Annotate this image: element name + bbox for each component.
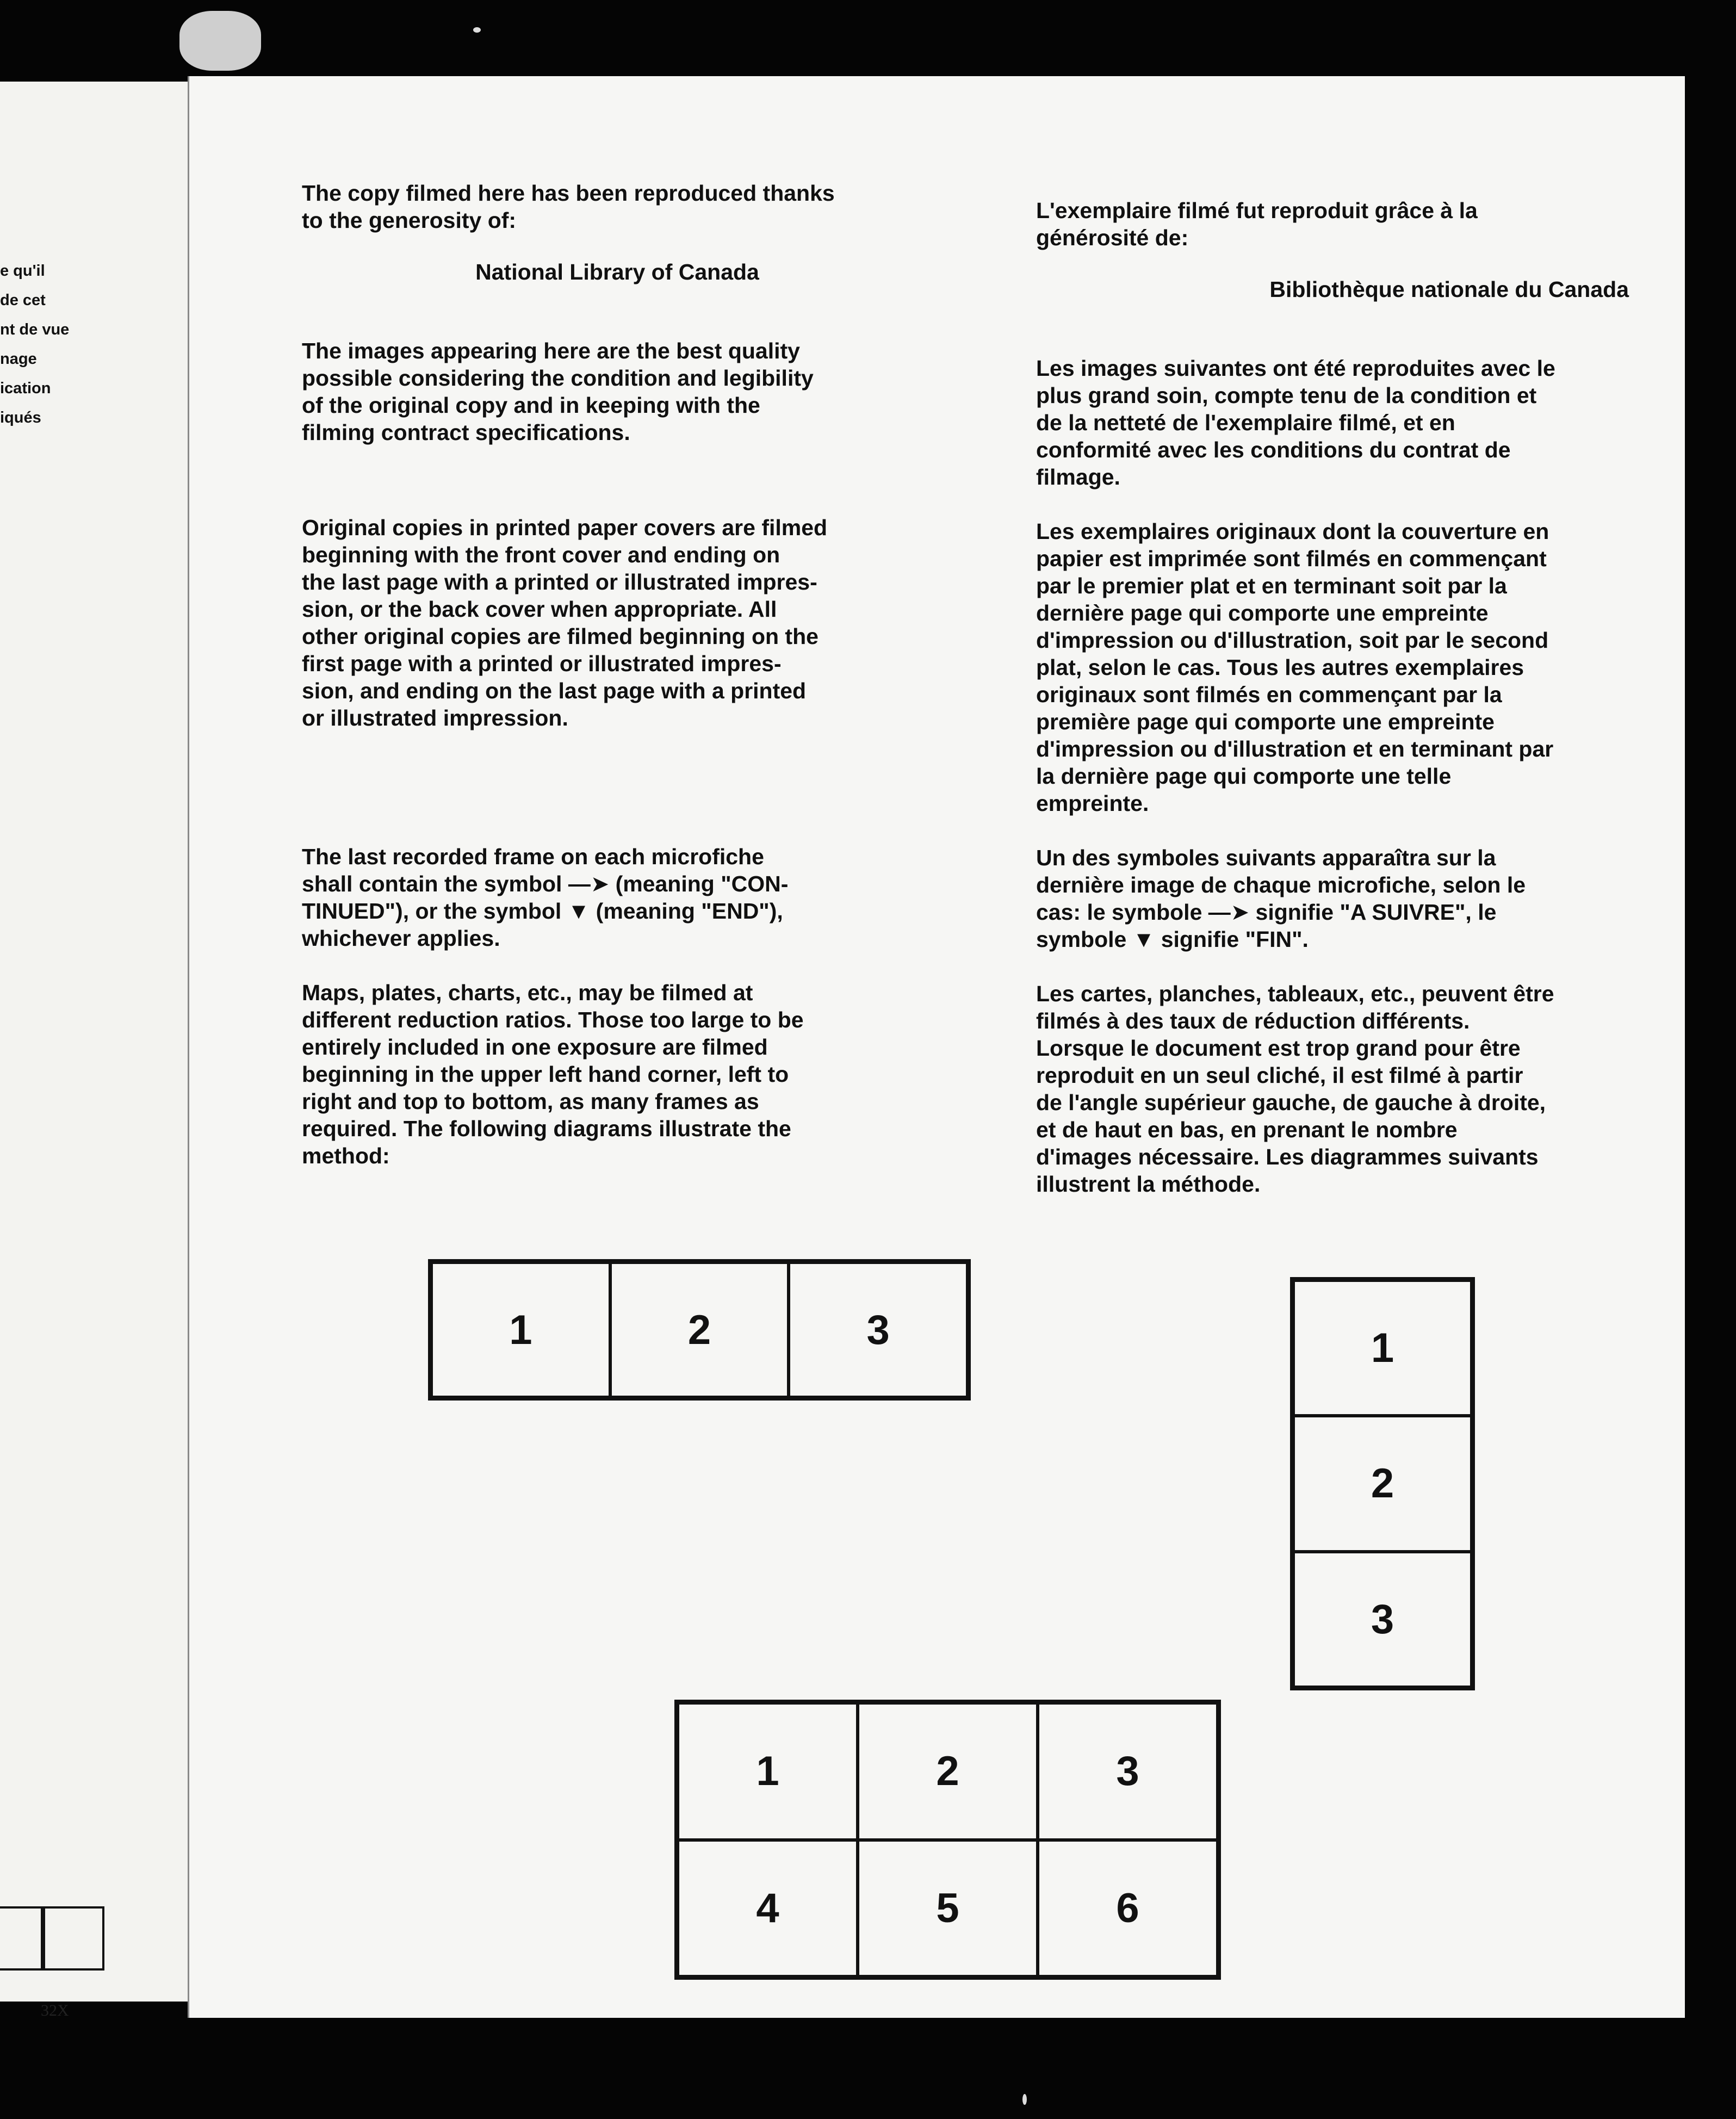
frame-cell: 3	[789, 1262, 968, 1397]
scan-dust	[473, 27, 481, 33]
english-institution: National Library of Canada	[475, 259, 759, 284]
reduction-ratio-mark: 32X	[41, 2002, 69, 2019]
fragment-line: iqués	[0, 409, 41, 426]
french-column	[1036, 197, 1629, 1198]
frame-cell: 2	[1293, 1416, 1472, 1551]
fragment-frame	[0, 1906, 43, 1971]
fragment-line: ication	[0, 380, 51, 397]
frame-cell: 1	[678, 1703, 858, 1840]
frame-cell: 5	[858, 1840, 1038, 1977]
frame-cell: 3	[1038, 1703, 1218, 1840]
fragment-line: e qu'il	[0, 262, 45, 280]
fragment-line: nage	[0, 350, 37, 368]
frame-cell: 1	[431, 1262, 610, 1397]
frame-cell: 1	[1293, 1280, 1472, 1416]
scan-dust	[179, 11, 261, 71]
frame-cell: 6	[1038, 1840, 1218, 1977]
french-maps-paragraph: Les cartes, planches, tableaux, etc., peuvent être filmés à des taux de réduction différents. Lorsque le document est trop grand pour être reproduit en un seul cliché, il est filmé à partir de l'angle supérieur gauche, de gauche à droite, et de haut en bas, en prenant le nombre d'images nécessaire. Les diagrammes suivants illustrent la méthode.	[1036, 981, 1554, 1197]
english-quality-paragraph: The images appearing here are the best quality possible considering the condition and legibility of the original copy and in keeping with the filming contract specifications.	[302, 338, 814, 445]
english-symbols-paragraph: The last recorded frame on each microfiche shall contain the symbol —➤ (meaning "CON- TINUED"), or the symbol ▼ (meaning "END"), whichever applies.	[302, 844, 789, 951]
scan-dust	[1022, 2094, 1027, 2105]
french-acknowledgement: L'exemplaire filmé fut reproduit grâce à la générosité de:	[1036, 198, 1478, 250]
french-institution: Bibliothèque nationale du Canada	[1269, 277, 1629, 302]
vertical-frame-diagram	[1290, 1277, 1475, 1690]
english-originals-paragraph: Original copies in printed paper covers are filmed beginning with the front cover and ending on the last page with a printed or illustrated impres- sion, or the back cover when appropriate. All other original copies are filmed beginning on the first page with a printed or illustrated impres- sion, and ending on the last page with a printed or illustrated impression.	[302, 515, 828, 730]
frame-cell: 3	[1293, 1552, 1472, 1687]
english-acknowledgement: The copy filmed here has been reproduced thanks to the generosity of:	[302, 181, 835, 233]
french-quality-paragraph: Les images suivantes ont été reproduites avec le plus grand soin, compte tenu de la condition et de la netteté de l'exemplaire filmé, et en conformité avec les conditions du contrat de filmage.	[1036, 356, 1555, 490]
frame-cell: 2	[858, 1703, 1038, 1840]
fragment-line: de cet	[0, 292, 46, 309]
grid-frame-diagram	[674, 1700, 1221, 1980]
frame-cell: 4	[678, 1840, 858, 1977]
french-originals-paragraph: Les exemplaires originaux dont la couverture en papier est imprimée sont filmés en commençant par le premier plat et en terminant soit par la dernière page qui comporte une empreinte d'impression ou d'illustration, soit par le second plat, selon le cas. Tous les autres exemplaires originaux sont filmés en commençant par la première page qui comporte une empreinte d'impression ou d'illustration et en terminant par la dernière page qui comporte une telle empreinte.	[1036, 519, 1554, 816]
frame-cell: 2	[610, 1262, 789, 1397]
french-symbols-paragraph: Un des symboles suivants apparaîtra sur la dernière image de chaque microfiche, selon le cas: le symbole —➤ signifie "A SUIVRE", le symbole ▼ signifie "FIN".	[1036, 845, 1526, 952]
fragment-frame	[43, 1906, 104, 1971]
adjacent-page-fragment	[0, 82, 214, 2019]
fragment-frame-diagram	[0, 1906, 104, 1971]
horizontal-frame-diagram	[428, 1259, 971, 1401]
english-maps-paragraph: Maps, plates, charts, etc., may be filmed at different reduction ratios. Those too large to be entirely included in one exposure are filmed beginning in the upper left hand corner, left to right and top to bottom, as many frames as required. The following diagrams illustrate the method:	[302, 980, 804, 1168]
english-column	[302, 179, 933, 1169]
fragment-line: nt de vue	[0, 321, 70, 338]
